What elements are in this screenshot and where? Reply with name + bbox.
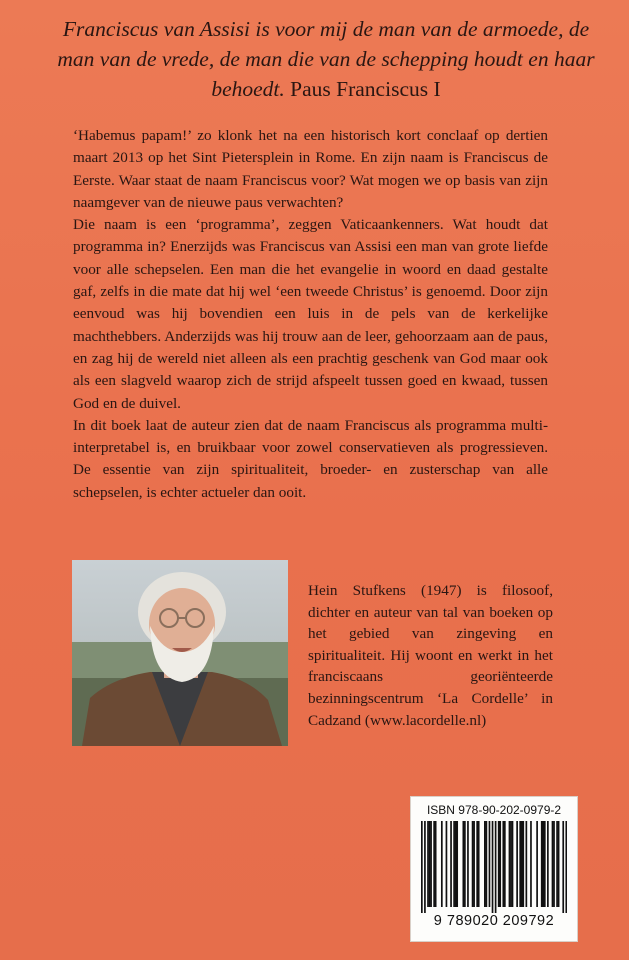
barcode-bar	[462, 821, 464, 907]
barcode-bar	[562, 821, 564, 913]
barcode-bar	[530, 821, 532, 907]
barcode-bar	[441, 821, 443, 907]
barcode-bar	[476, 821, 478, 907]
author-photo	[72, 560, 288, 746]
barcode-bar	[521, 821, 523, 907]
barcode-bar	[486, 821, 488, 907]
barcode-bar	[484, 821, 486, 907]
barcode-bar	[565, 821, 567, 913]
barcode-bar	[429, 821, 431, 907]
barcode-bar	[536, 821, 538, 907]
epigraph-quote	[56, 14, 596, 104]
barcode-bar	[433, 821, 435, 907]
barcode-bar	[472, 821, 474, 907]
barcode-bar	[556, 821, 558, 907]
barcode-bar	[504, 821, 506, 907]
barcode-bar	[430, 821, 432, 907]
barcode-bar	[495, 821, 497, 913]
barcode-bar	[446, 821, 448, 907]
barcode-bar	[489, 821, 491, 907]
isbn-label: ISBN 978-90-202-0979-2	[426, 803, 562, 817]
barcode-bar	[516, 821, 518, 907]
barcode-bar	[526, 821, 528, 907]
barcode-bar	[499, 821, 501, 907]
barcode-bar	[552, 821, 554, 907]
barcode-bar	[502, 821, 504, 907]
isbn-barcode	[410, 796, 578, 942]
barcode-bar	[541, 821, 543, 907]
barcode-bar	[558, 821, 560, 907]
barcode-bar	[547, 821, 549, 907]
barcode-bar	[467, 821, 469, 907]
barcode-bar	[453, 821, 455, 907]
barcode-number: 9 789020 209792	[433, 913, 555, 929]
barcode-bar	[522, 821, 524, 907]
barcode-bars	[421, 821, 567, 913]
barcode-bar	[512, 821, 514, 907]
barcode-bar	[424, 821, 426, 913]
barcode-bar	[542, 821, 544, 907]
barcode-bar	[478, 821, 480, 907]
barcode-bar	[435, 821, 437, 907]
quote-text: Franciscus van Assisi is voor mij de man van de armoede, de man van de vrede, de man die van de schepping houdt en haar behoedt.	[57, 17, 595, 101]
barcode-bar	[498, 821, 500, 907]
barcode-bar	[473, 821, 475, 907]
blurb-paragraph-3: In dit boek laat de auteur zien dat de naam Franciscus als programma multi-interpretabel is, en bruikbaar voor zowel conservatieven als progressieven. De essentie van zijn spiritualiteit, broeder- en zusterschap van alle schepselen, is echter actueler dan ooit.	[73, 416, 548, 501]
blurb-text	[73, 125, 548, 504]
barcode-bar	[519, 821, 521, 907]
quote-author: Paus Franciscus I	[290, 77, 441, 101]
author-portrait-illustration	[72, 560, 288, 746]
barcode-bar	[464, 821, 466, 907]
barcode-bar	[455, 821, 457, 907]
barcode-bar	[509, 821, 511, 907]
barcode-bar	[456, 821, 458, 907]
barcode-bar	[421, 821, 423, 913]
author-bio: Hein Stufkens (1947) is filosoof, dichter en auteur van tal van boeken op het gebied van zingeving en spiritualiteit. Hij woont en werkt in het franciscaans georiënteerde bezinningscentrum ‘La Cordelle’ in Cadzand (www.lacordelle.nl)	[308, 582, 553, 729]
barcode-bar	[450, 821, 452, 907]
barcode-bar	[544, 821, 546, 907]
barcode-bar	[510, 821, 512, 907]
barcode-bar	[492, 821, 494, 913]
barcode-bar	[427, 821, 429, 907]
barcode-bar	[553, 821, 555, 907]
blurb-paragraph-1: ‘Habemus papam!’ zo klonk het na een historisch kort conclaaf op dertien maart 2013 op het Sint Pietersplein in Rome. En zijn naam is Franciscus de Eerste. Waar staat de naam Franciscus voor? Wat mogen we op basis van zijn naamgever van de nieuwe paus verwachten?	[73, 127, 548, 211]
blurb-paragraph-2: Die naam is een ‘programma’, zeggen Vaticaankenners. Wat houdt dat programma in? Enerzijds was Franciscus van Assisi een man van grote liefde voor alle schepselen. Een man die het evangelie in woord en daad gestalte gaf, zelfs in die mate dat hij wel ‘een tweede Christus’ is genoemd. Door zijn eenvoud was hij bovendien een luis in de pels van de kerkelijke machthebbers. Anderzijds was hij trouw aan de leer, gehoorzaam aan de paus, en zag hij de wereld niet alleen als een prachtig geschenk van God maar ook als een slagveld waarop zich de strijd afspeelt tussen goed en kwaad, tussen God en de duivel.	[73, 216, 548, 412]
